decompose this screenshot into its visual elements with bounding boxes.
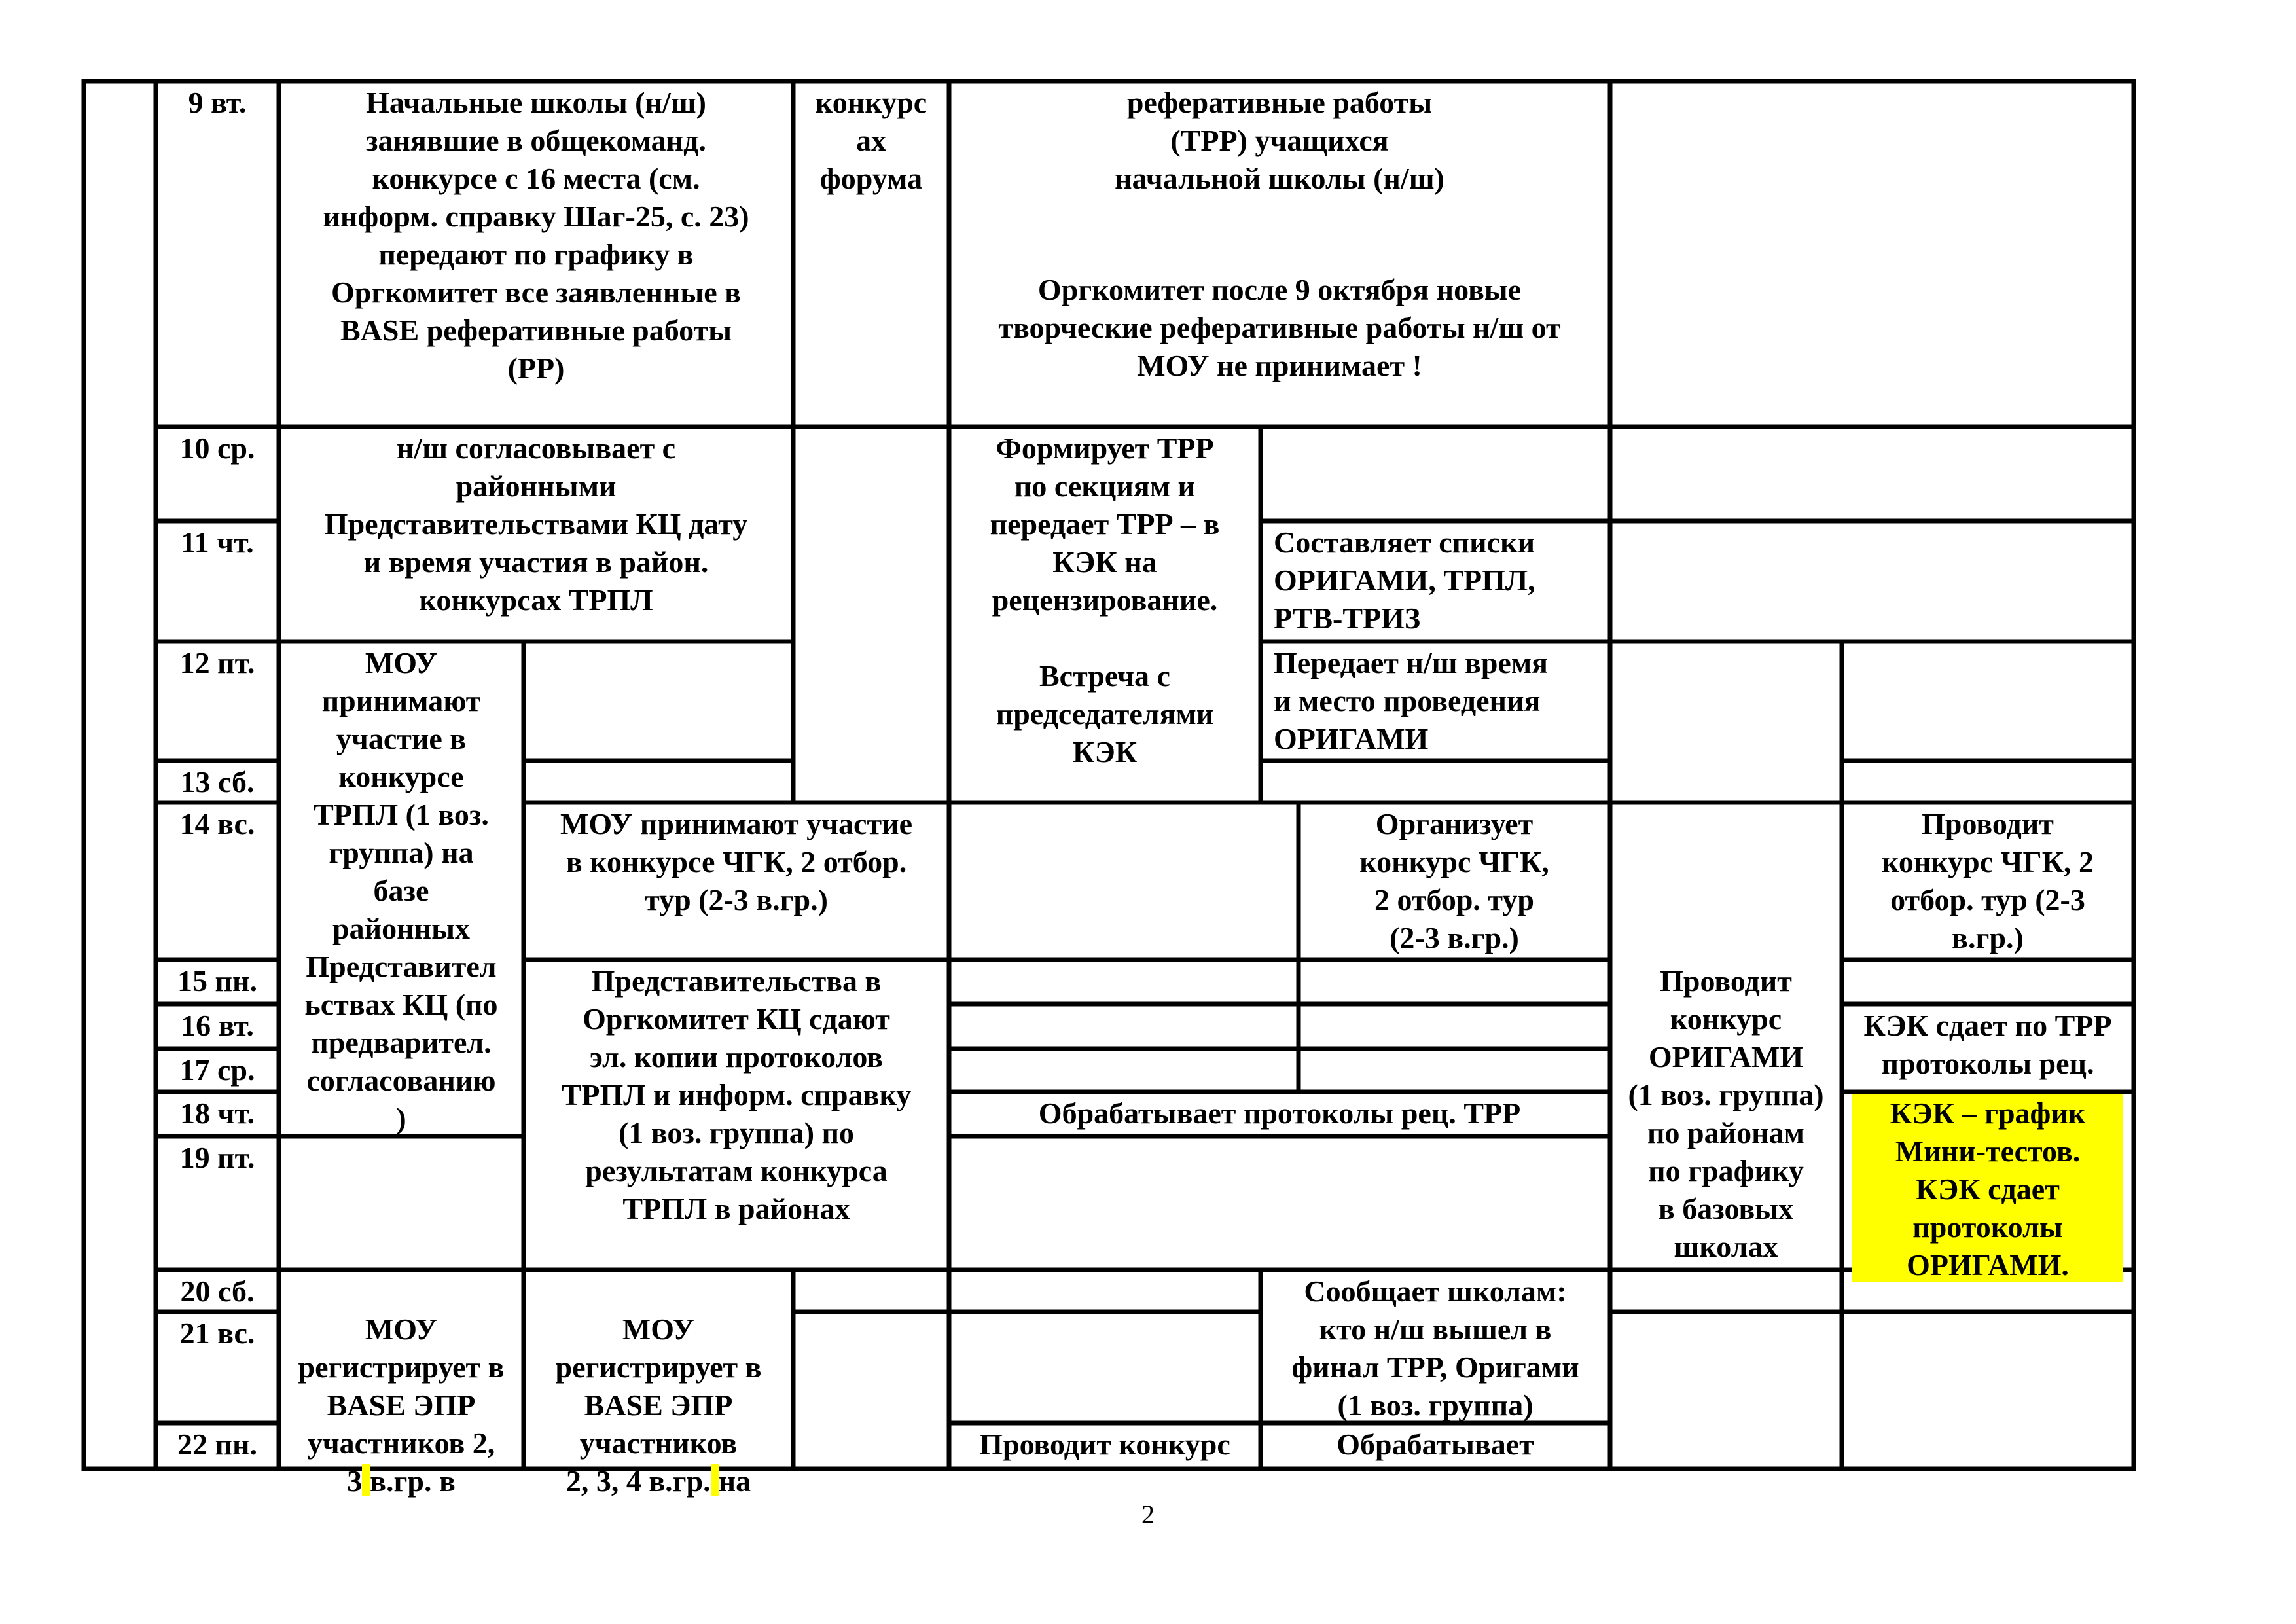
highlight-mark xyxy=(711,1464,719,1496)
day-label: 21 вс. xyxy=(179,1316,255,1350)
day-label: 22 пн. xyxy=(177,1428,257,1461)
mou-registers-a-frag: в.гр. в xyxy=(370,1464,456,1498)
conducts-contest-cell: Проводит конкурс xyxy=(979,1428,1230,1461)
day-label: 9 вт. xyxy=(188,86,247,119)
day-label: 15 пн. xyxy=(177,964,257,998)
mou-registers-a-text: МОУ регистрирует в BASE ЭПР участников 2, xyxy=(298,1312,505,1460)
trr-papers-cell: реферативные работы (ТРР) учащихся начальной школы (н/ш) xyxy=(1115,86,1444,195)
day-label: 18 чт. xyxy=(179,1096,255,1130)
day-label: 12 пт. xyxy=(179,646,255,679)
forms-trr-cell: Формирует ТРР по секциям и передает ТРР – в КЭК на рецензирование. Встреча с председателями КЭК xyxy=(990,431,1220,768)
day-label: 17 ср. xyxy=(179,1053,255,1087)
mou-registers-a-last-line xyxy=(281,1462,521,1500)
day-label: 20 сб. xyxy=(180,1274,255,1308)
organizes-chgk-cell: Организует конкурс ЧГК, 2 отбор. тур (2-3 в.гр.) xyxy=(1359,807,1549,954)
day-label: 19 пт. xyxy=(179,1141,255,1174)
day-label: 16 вт. xyxy=(181,1009,254,1042)
page-number: 2 xyxy=(1141,1500,1155,1529)
sends-origami-time-cell: Передает н/ш время и место проведения ОРИГАМИ xyxy=(1274,646,1549,755)
mou-chgk-cell: МОУ принимают участие в конкурсе ЧГК, 2 отбор. тур (2-3 в.гр.) xyxy=(560,807,912,916)
schools-submit-papers-cell: Начальные школы (н/ш) занявшие в общекоманд. конкурсе с 16 места (см. информ. справку Шаг-25, с. 23) передают по графику в Оргкомитет все заявленные в BASE реферативные работы (РР) xyxy=(323,86,749,385)
conducts-origami-cell: Проводит конкурс ОРИГАМИ (1 воз. группа) по районам по графику в базовых школах xyxy=(1628,964,1824,1263)
mou-registers-b-frag: 2, 3, 4 в.гр. xyxy=(565,1464,711,1498)
processes-protocols-cell: Обрабатывает протоколы рец. ТРР xyxy=(1038,1096,1521,1130)
day-label: 10 ср. xyxy=(179,431,255,465)
kek-trr-protocols-cell: КЭК сдает по ТРР протоколы рец. xyxy=(1863,1009,2112,1080)
kek-schedule-highlight-cell: КЭК – график Мини-тестов. КЭК сдает протоколы ОРИГАМИ. xyxy=(1852,1094,2123,1282)
mou-registers-b-text: МОУ регистрирует в BASE ЭПР участников xyxy=(555,1312,762,1460)
conducts-chgk-cell: Проводит конкурс ЧГК, 2 отбор. тур (2-3 в.гр.) xyxy=(1881,807,2094,954)
day-label: 14 вс. xyxy=(179,807,255,840)
school-agrees-dates-cell: н/ш согласовывает с районными Представительствами КЦ дату и время участия в район. конкурсах ТРПЛ xyxy=(324,431,748,617)
mou-registers-b-frag: на xyxy=(718,1464,751,1498)
forum-contests-cell: конкурс ах форума xyxy=(815,86,927,195)
mou-registers-a-frag: 3 xyxy=(347,1464,363,1498)
mou-registers-b-last-line xyxy=(526,1462,791,1500)
highlight-mark xyxy=(362,1464,370,1496)
compiles-lists-cell: Составляет списки ОРИГАМИ, ТРПЛ, РТВ-ТРИЗ xyxy=(1274,526,1535,635)
day-label: 11 чт. xyxy=(181,526,254,559)
reps-submit-protocols-cell: Представительства в Оргкомитет КЦ сдают эл. копии протоколов ТРПЛ и информ. справку (1 воз. группа) по результатам конкурса ТРПЛ в районах xyxy=(561,964,912,1225)
informs-schools-cell: Сообщает школам: кто н/ш вышел в финал ТРР, Оригами (1 воз. группа) xyxy=(1291,1274,1579,1422)
day-label: 13 сб. xyxy=(180,765,255,799)
processes-cell: Обрабатывает xyxy=(1336,1428,1534,1461)
committee-notice-cell: Оргкомитет после 9 октября новые творческие реферативные работы н/ш от МОУ не принимает ! xyxy=(998,273,1561,382)
mou-trpl-cell: МОУ принимают участие в конкурсе ТРПЛ (1 воз. группа) на базе районных Представител ьствах КЦ (по предварител. согласованию ) xyxy=(304,646,498,1135)
